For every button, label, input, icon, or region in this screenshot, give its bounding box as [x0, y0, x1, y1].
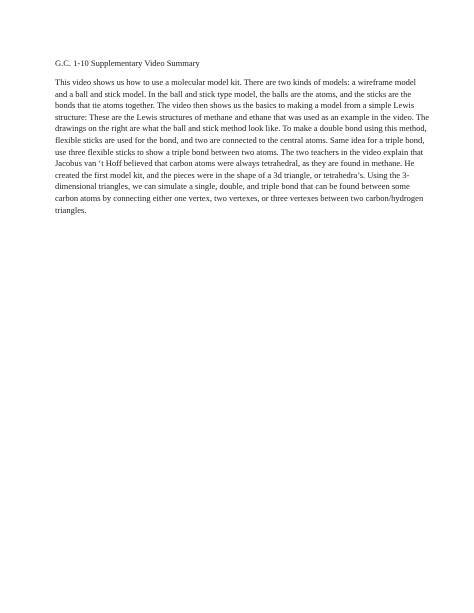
document-title: G.C. 1-10 Supplementary Video Summary [55, 58, 200, 68]
document-content [55, 57, 430, 216]
summary-paragraph: This video shows us how to use a molecular model kit. There are two kinds of models: a wireframe model and a ball and stick model. In the ball and stick type model, the balls are the atoms, and the sticks are the bonds that tie atoms together. The video then shows us the basics to making a model from a simple Lewis structure: These are the Lewis structures of methane and ethane that was used as an example in the video. The drawings on the right are what the ball and stick method look like. To make a double bond using this method, flexible sticks are used for the bond, and two are connected to the central atoms. Same idea for a triple bond, use three flexible sticks to show a triple bond between two atoms. The two teachers in the video explain that Jacobus van ‘t Hoff believed that carbon atoms were always tetrahedral, as they are found in methane. He created the first model kit, and the pieces were in the shape of a 3d triangle, or tetrahedra’s. Using the 3-dimensional triangles, we can simulate a single, double, and triple bond that can be found between some carbon atoms by connecting either one vertex, two vertexes, or three vertexes between two carbon/hydrogen triangles. [55, 77, 430, 215]
